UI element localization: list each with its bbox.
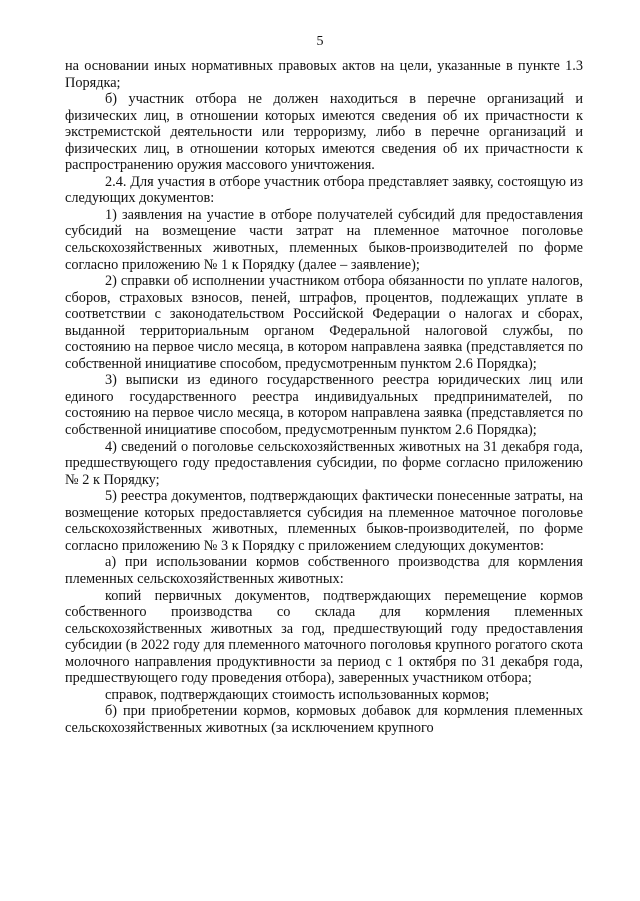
paragraph: б) при приобретении кормов, кормовых добавок для кормления племенных сельскохозяйственных животных (за исключением крупного: [65, 703, 583, 736]
paragraph: 5) реестра документов, подтверждающих фактически понесенные затраты, на возмещение которых предоставляется субсидия на племенное маточное поголовье сельскохозяйственных животных, племенных быков-производителей, по форме согласно приложению № 3 к Порядку с приложением следующих документов:: [65, 488, 583, 554]
paragraph: 4) сведений о поголовье сельскохозяйственных животных на 31 декабря года, предшествующего году предоставления субсидии, по форме согласно приложению № 2 к Порядку;: [65, 438, 583, 488]
paragraph: 1) заявления на участие в отборе получателей субсидий для предоставления субсидий на возмещение части затрат на племенное маточное поголовье сельскохозяйственных животных, племенных быков-производителей по форме согласно приложению № 1 к Порядку (далее – заявление);: [65, 206, 583, 273]
paragraph: справок, подтверждающих стоимость использованных кормов;: [105, 686, 490, 703]
paragraph: 3) выписки из единого государственного реестра юридических лиц или единого государственного реестра индивидуальных предпринимателей, по состоянию на первое число месяца, в котором направлена заявка (представляется по собственной инициативе способом, предусмотренным пунктом 2.6 Порядка);: [65, 372, 583, 439]
paragraph: на основании иных нормативных правовых актов на цели, указанные в пункте 1.3 Порядка;: [65, 58, 583, 91]
page-number: 5: [316, 34, 324, 49]
paragraph: 2.4. Для участия в отборе участник отбора представляет заявку, состоящую из следующих документов:: [65, 173, 583, 207]
document-body: [65, 58, 583, 736]
paragraph: б) участник отбора не должен находиться в перечне организаций и физических лиц, в отношении которых имеются сведения об их причастности к экстремистской деятельности или терроризму, либо в перечне организаций и физических лиц, в отношении которых имеются сведения об их причастности к распространению оружия массового уничтожения.: [65, 91, 583, 174]
paragraph: а) при использовании кормов собственного производства для кормления племенных сельскохозяйственных животных:: [65, 554, 583, 587]
paragraph: копий первичных документов, подтверждающих перемещение кормов собственного производства со склада для кормления племенных сельскохозяйственных животных за год, предшествующий году предоставления субсидии (в 2022 году для племенного маточного поголовья крупного рогатого скота молочного направления продуктивности за период с 1 октября по 31 декабря года, предшествующего году проведения отбора), заверенных участником отбора;: [65, 587, 583, 687]
paragraph: 2) справки об исполнении участником отбора обязанности по уплате налогов, сборов, страховых взносов, пеней, штрафов, процентов, подлежащих уплате в соответствии с законодательством Российской Федерации о налогах и сборах, выданной территориальным органом Федеральной налоговой службы, по состоянию на первое число месяца, в котором направлена заявка (представляется по собственной инициативе способом, предусмотренным пунктом 2.6 Порядка);: [65, 273, 583, 372]
